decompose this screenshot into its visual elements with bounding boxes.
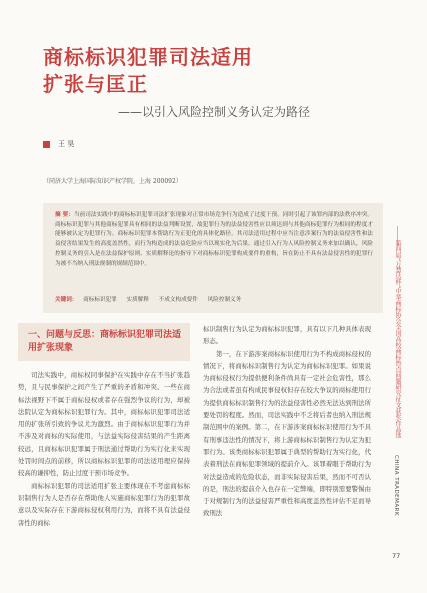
body-paragraph: 商标标识犯罪的司法适用扩张主要体现在不考虑商标标识制售行为人是否存在帮助他人实施商标犯罪行为的犯罪故意以及实际存在下游商标侵权利用行为，而将不具有法益侵害性的商标 <box>18 481 190 527</box>
keyword: 风险控制义务 <box>207 297 242 303</box>
author-affiliation: （同济大学上海国际知识产权学院，上海 200092） <box>43 178 182 185</box>
title-line-2: 扩张与匡正 <box>43 72 148 96</box>
keyword: 实质解释 <box>126 297 149 303</box>
body-paragraph: 标识制售行为认定为商标标识犯罪，具有以下几种具体表现形态。 <box>203 325 371 346</box>
abstract-text: 当前司法实践中的商标标识犯罪司法扩张现象对正常市场竞争行为造成了过度干预，同时引起了该罪内部的法秩序冲突。商标标识犯罪与其他商标犯罪具有相同的法益判断设置，故犯罪行为的法益侵害性应以须达到与其他商标犯罪行为相同的程度才能够被认定为犯罪行为。商标标识犯罪本帮助行为正犯化的具体化路径，其司法适用过程中应当注意涉案行为的法益侵害性和法益侵害结果发生的高度盖然性，而行为构造成的法益危险应当以现实化为后果。通过引入行为人风险控制义务来加以确认，风险控制义务的引入是在法益保护原则、实质解释论的指导下对商标标识犯罪构成要件的重构，旨在防止不具有法益侵害性的犯罪行为被不当纳入刑法规制的规制范围中。 <box>55 212 373 267</box>
section-heading: 一、问题与反思：商标标识犯罪司法适用扩张现象 <box>18 323 190 361</box>
keywords <box>55 295 249 303</box>
sidebar-journal-name: CHINA TRADEMARK <box>393 455 399 517</box>
left-column <box>18 323 190 529</box>
keyword: 商标标识犯罪 <box>83 297 117 303</box>
right-column <box>203 323 371 520</box>
author-row <box>43 139 74 149</box>
keywords-label: 关键词： <box>55 297 78 303</box>
abstract-label: 摘 要： <box>55 212 74 218</box>
keyword: 不成文构成要件 <box>158 297 198 303</box>
abstract <box>55 211 373 269</box>
article-subtitle: ——以引入风险控制义务认定为路径 <box>118 105 311 119</box>
title-line-1: 商标标识犯罪司法适用 <box>43 45 253 69</box>
sidebar-column-title: 第四届“万慧达杯”中华商标协会全国高校商标热点问题研究征文获奖作品选 <box>394 240 401 439</box>
body-paragraph: 第一，在下游涉案商标标识使用行为不构成商标侵权的情况下，将商标标识制售行为认定为商标标识犯罪。如果说为商标侵权行为提供便利条件尚具有一定社会危害性，那么为合法或者虽有构成民事侵权但存在较大争议的商标使用行为提供商标标识制售行为的法益侵害性必然无法达到刑法所要处罚的程度。然而，司法实践中不乏将后者也纳入刑法规制范围中的案例。第二，在下游涉案商标标识使用行为不具有刑事违法性的情况下，将上游商标标识制售行为认定为犯罪行为。该类商标标识犯罪属于典型的帮助行为实行化，代表着刑法在商标犯罪领域的提前介入。该罪着眼于帮助行为对法益造成的危险状态，而非实际侵害后果，然而不可否认的是，刑法的提前介入也存在一定弊端，即特别需要警惕由于对规制行为的法益侵害严重性和高度盖然性评估不足而导致刑法 <box>203 349 371 518</box>
author-marker-icon <box>43 141 50 148</box>
page-number: 77 <box>392 552 401 560</box>
article-title <box>43 44 253 98</box>
body-paragraph: 司法实践中，商标权同事保护在实践中存在不当扩张趋势，且与民事保护之间产生了严重的矛盾和冲突。一些在商标法视野下不属于商标侵权或者存在强烈争议的行为，却被法院认定为商标标识犯罪行为。其中，商标标识犯罪司法适用的扩张所引致的争议尤为激烈。由于商标标识犯罪行为并不涉及对商标的实际使用，与法益实际侵害结果的产生距离较远，且商标标识犯罪属于刑法通过帮助行为实行化来实现处罚时间点的前移，所以商标标识犯罪的司法适用理应保持较高的谦抑性，防止过度干预市场竞争。 <box>18 371 190 478</box>
author-name: 王 昊 <box>58 140 75 148</box>
